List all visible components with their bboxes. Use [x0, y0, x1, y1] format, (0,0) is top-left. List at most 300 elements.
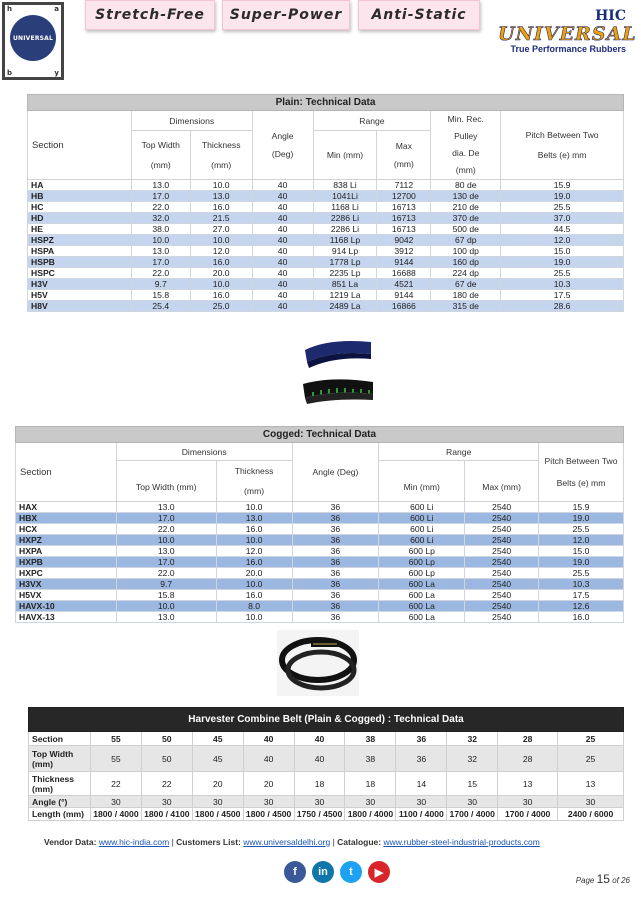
table-cell: 914 Lp	[313, 246, 377, 257]
harvester-belt-image	[277, 630, 359, 696]
logo-corner-text: y	[54, 69, 59, 77]
page-prefix: Page	[575, 876, 595, 885]
table-cell: 40	[252, 235, 313, 246]
vendor-label: Vendor Data:	[44, 837, 97, 847]
table-cell: 10.0	[216, 535, 292, 546]
table-cell: 40	[252, 202, 313, 213]
table-cell: 25	[558, 732, 624, 746]
table-cell: 16.0	[190, 257, 252, 268]
table-cell: 15	[447, 772, 498, 796]
row-label: Top Width (mm)	[29, 746, 91, 772]
table-cell: 44.5	[501, 224, 624, 235]
table-cell: 2235 Lp	[313, 268, 377, 279]
table-cell: 18	[294, 772, 345, 796]
youtube-icon[interactable]	[368, 861, 390, 883]
section-cell: HCX	[16, 524, 117, 535]
harvester-table-title: Harvester Combine Belt (Plain & Cogged) : Technical Data	[29, 708, 624, 732]
table-cell: 13.0	[116, 612, 216, 623]
table-cell: 25.5	[501, 202, 624, 213]
universal-logo	[2, 2, 64, 80]
section-cell: HXPZ	[16, 535, 117, 546]
table-cell: 2540	[465, 535, 539, 546]
col-header-section: Section	[16, 443, 117, 502]
section-cell: HC	[28, 202, 132, 213]
tab-label: Anti-Static	[371, 7, 467, 23]
cogged-table-title: Cogged: Technical Data	[16, 427, 624, 443]
table-cell: 12.0	[190, 246, 252, 257]
table-cell: 1168 Lp	[313, 235, 377, 246]
section-cell: H3V	[28, 279, 132, 290]
table-row	[28, 213, 624, 224]
icon-glyph: t	[349, 866, 353, 878]
table-cell: 8.0	[216, 601, 292, 612]
table-row	[29, 796, 624, 808]
table-cell: 2400 / 6000	[558, 808, 624, 821]
header-unit: (Deg)	[271, 149, 294, 159]
table-cell: 16688	[377, 268, 431, 279]
tab-stretch-free	[85, 0, 215, 30]
table-cell: 22.0	[131, 268, 190, 279]
header-text: dia. De	[452, 148, 480, 158]
table-cell: 9.7	[116, 579, 216, 590]
table-cell: 1100 / 4000	[396, 808, 447, 821]
table-row	[16, 513, 624, 524]
table-cell: 4521	[377, 279, 431, 290]
table-cell: 160 dp	[431, 257, 501, 268]
table-cell: 17.0	[116, 557, 216, 568]
section-cell: HAVX-13	[16, 612, 117, 623]
table-row	[16, 546, 624, 557]
table-cell: 13	[498, 772, 558, 796]
table-cell: 1800 / 4000	[90, 808, 141, 821]
table-cell: 30	[294, 796, 345, 808]
table-cell: 36	[292, 557, 379, 568]
header-text: Angle	[271, 131, 294, 141]
catalogue-link[interactable]: www.rubber-steel-industrial-products.com	[383, 837, 540, 847]
table-row	[29, 808, 624, 821]
separator: |	[332, 837, 335, 847]
table-cell: 15.0	[539, 546, 624, 557]
table-cell: 28.6	[501, 301, 624, 312]
facebook-icon[interactable]	[284, 861, 306, 883]
table-cell: 1219 La	[313, 290, 377, 301]
table-cell: 16.0	[216, 590, 292, 601]
table-cell: 2540	[465, 513, 539, 524]
table-cell: 224 dp	[431, 268, 501, 279]
logo-emblem	[10, 15, 56, 61]
section-cell: H5V	[28, 290, 132, 301]
table-cell: 7112	[377, 180, 431, 191]
table-row	[16, 568, 624, 579]
table-cell: 600 Li	[379, 513, 465, 524]
table-cell: 16866	[377, 301, 431, 312]
table-cell: 19.0	[501, 257, 624, 268]
col-header-angle	[252, 111, 313, 180]
section-cell: HSPA	[28, 246, 132, 257]
table-row	[28, 180, 624, 191]
table-cell: 36	[292, 546, 379, 557]
table-cell: 13.0	[116, 546, 216, 557]
table-cell: 1800 / 4000	[345, 808, 396, 821]
table-cell: 1778 Lp	[313, 257, 377, 268]
table-cell: 67 dp	[431, 235, 501, 246]
table-cell: 50	[141, 746, 192, 772]
row-label: Length (mm)	[29, 808, 91, 821]
table-cell: 600 Lp	[379, 557, 465, 568]
table-row	[29, 772, 624, 796]
col-header-dimensions: Dimensions	[116, 443, 292, 461]
table-cell: 25.5	[539, 524, 624, 535]
section-cell: HA	[28, 180, 132, 191]
harvester-technical-table	[28, 707, 624, 821]
table-cell: 15.9	[539, 502, 624, 513]
table-cell: 40	[252, 213, 313, 224]
header-text: Belts (e) mm	[537, 150, 587, 160]
table-cell: 16.0	[190, 290, 252, 301]
section-cell: HXPB	[16, 557, 117, 568]
table-cell: 36	[292, 590, 379, 601]
brand-name: UNIVERSAL	[498, 23, 637, 45]
header-text: Thickness	[201, 140, 241, 150]
table-cell: 600 Lp	[379, 568, 465, 579]
col-header-dimensions: Dimensions	[131, 111, 252, 131]
table-cell: 2540	[465, 579, 539, 590]
table-cell: 36	[292, 568, 379, 579]
table-cell: 10.0	[190, 279, 252, 290]
table-cell: 1800 / 4500	[192, 808, 243, 821]
table-cell: 18	[345, 772, 396, 796]
header-text: Thickness	[234, 466, 274, 476]
table-cell: 10.0	[116, 535, 216, 546]
table-cell: 10.0	[216, 502, 292, 513]
table-cell: 19.0	[539, 557, 624, 568]
header-unit: (mm)	[211, 160, 232, 170]
table-cell: 45	[192, 746, 243, 772]
table-cell: 36	[396, 746, 447, 772]
table-row	[28, 279, 624, 290]
catalogue-label: Catalogue:	[337, 837, 382, 847]
table-cell: 36	[292, 502, 379, 513]
header-unit: (mm)	[150, 160, 171, 170]
table-cell: 10.0	[190, 180, 252, 191]
header-text: Pitch Between Two	[525, 130, 599, 140]
table-cell: 40	[252, 224, 313, 235]
table-cell: 32.0	[131, 213, 190, 224]
table-cell: 32	[447, 746, 498, 772]
table-cell: 14	[396, 772, 447, 796]
table-cell: 67 de	[431, 279, 501, 290]
table-row	[29, 732, 624, 746]
table-cell: 17.0	[116, 513, 216, 524]
table-cell: 838 Li	[313, 180, 377, 191]
tab-label: Stretch-Free	[95, 7, 205, 23]
plain-belt-image	[299, 332, 377, 412]
col-header-section: Section	[28, 111, 132, 180]
logo-corner-text: h	[7, 5, 12, 13]
table-cell: 2540	[465, 502, 539, 513]
table-cell: 15.8	[116, 590, 216, 601]
footer-links	[44, 837, 540, 847]
table-cell: 22.0	[131, 202, 190, 213]
table-cell: 36	[292, 601, 379, 612]
page-number	[576, 872, 630, 886]
icon-glyph: f	[293, 866, 297, 878]
col-header-angle: Angle (Deg)	[292, 443, 379, 502]
table-cell: 1750 / 4500	[294, 808, 345, 821]
table-cell: 17.0	[131, 191, 190, 202]
table-cell: 2540	[465, 524, 539, 535]
table-cell: 21.5	[190, 213, 252, 224]
table-cell: 30	[345, 796, 396, 808]
table-cell: 16713	[377, 224, 431, 235]
table-cell: 25.0	[190, 301, 252, 312]
table-cell: 2286 Li	[313, 224, 377, 235]
table-cell: 210 de	[431, 202, 501, 213]
table-cell: 13.0	[216, 513, 292, 524]
section-cell: HXPC	[16, 568, 117, 579]
table-cell: 25.4	[131, 301, 190, 312]
table-row	[28, 235, 624, 246]
table-cell: 12.0	[501, 235, 624, 246]
table-cell: 16.0	[216, 557, 292, 568]
header-unit: (mm)	[455, 165, 476, 175]
vendor-link[interactable]: www.hic-india.com	[98, 837, 170, 847]
table-cell: 40	[243, 746, 294, 772]
header-text: Max	[395, 141, 412, 151]
table-cell: 16.0	[216, 524, 292, 535]
table-cell: 851 La	[313, 279, 377, 290]
table-cell: 2540	[465, 612, 539, 623]
table-cell: 38.0	[131, 224, 190, 235]
table-cell: 22.0	[116, 568, 216, 579]
table-cell: 600 La	[379, 579, 465, 590]
logo-corner-text: b	[7, 69, 13, 77]
table-cell: 180 de	[431, 290, 501, 301]
header-text: Min. Rec.	[447, 114, 484, 124]
table-cell: 13.0	[190, 191, 252, 202]
table-cell: 30	[90, 796, 141, 808]
table-cell: 2540	[465, 601, 539, 612]
col-header-range: Range	[313, 111, 431, 131]
table-cell: 13	[558, 772, 624, 796]
icon-glyph: in	[318, 866, 328, 878]
table-row	[28, 246, 624, 257]
tab-super-power	[222, 0, 350, 30]
table-cell: 20	[192, 772, 243, 796]
table-cell: 600 Li	[379, 535, 465, 546]
table-row	[29, 746, 624, 772]
table-row	[28, 268, 624, 279]
table-cell: 40	[252, 268, 313, 279]
table-cell: 10.0	[216, 579, 292, 590]
table-cell: 500 de	[431, 224, 501, 235]
table-cell: 10.0	[131, 235, 190, 246]
table-row	[16, 601, 624, 612]
table-cell: 30	[498, 796, 558, 808]
table-cell: 17.5	[539, 590, 624, 601]
customers-label: Customers List:	[176, 837, 241, 847]
table-cell: 15.8	[131, 290, 190, 301]
table-cell: 30	[558, 796, 624, 808]
table-cell: 19.0	[539, 513, 624, 524]
table-cell: 17.5	[501, 290, 624, 301]
twitter-icon[interactable]	[340, 861, 362, 883]
table-cell: 40	[252, 301, 313, 312]
row-label: Thickness (mm)	[29, 772, 91, 796]
section-cell: HD	[28, 213, 132, 224]
table-cell: 20.0	[190, 268, 252, 279]
table-cell: 12.0	[539, 535, 624, 546]
table-row	[28, 290, 624, 301]
header-text: Top Width	[141, 140, 180, 150]
table-cell: 30	[396, 796, 447, 808]
table-cell: 315 de	[431, 301, 501, 312]
table-row	[16, 524, 624, 535]
plain-technical-table	[27, 94, 624, 312]
table-cell: 1800 / 4500	[243, 808, 294, 821]
table-cell: 40	[252, 191, 313, 202]
table-row	[28, 224, 624, 235]
page-current: 15	[596, 872, 610, 886]
section-cell: HBX	[16, 513, 117, 524]
table-cell: 40	[243, 732, 294, 746]
table-row	[16, 590, 624, 601]
table-cell: 45	[192, 732, 243, 746]
section-cell: HB	[28, 191, 132, 202]
header-text: Pitch Between Two	[544, 456, 618, 466]
table-cell: 1700 / 4000	[498, 808, 558, 821]
table-cell: 36	[292, 612, 379, 623]
table-cell: 30	[243, 796, 294, 808]
header-unit: (mm)	[244, 486, 265, 496]
table-row	[28, 191, 624, 202]
section-cell: HAVX-10	[16, 601, 117, 612]
table-cell: 370 de	[431, 213, 501, 224]
table-cell: 1700 / 4000	[447, 808, 498, 821]
logo-text: UNIVERSAL	[12, 34, 54, 42]
col-header-pulley	[431, 111, 501, 180]
col-header-top-width	[131, 131, 190, 180]
social-icons	[284, 861, 390, 883]
table-row	[16, 535, 624, 546]
table-cell: 28	[498, 746, 558, 772]
table-cell: 50	[141, 732, 192, 746]
icon-glyph: ▶	[374, 866, 384, 879]
table-cell: 1168 Li	[313, 202, 377, 213]
table-row	[16, 502, 624, 513]
customers-link[interactable]: www.universaldelhi.org	[243, 837, 331, 847]
table-row	[28, 301, 624, 312]
tab-label: Super-Power	[229, 7, 343, 23]
table-cell: 9144	[377, 257, 431, 268]
header-text: Pulley	[454, 131, 478, 141]
linkedin-icon[interactable]	[312, 861, 334, 883]
col-header-top-width: Top Width (mm)	[116, 461, 216, 502]
table-cell: 600 La	[379, 590, 465, 601]
section-cell: HSPB	[28, 257, 132, 268]
col-header-range: Range	[379, 443, 539, 461]
table-cell: 9144	[377, 290, 431, 301]
table-cell: 25.5	[501, 268, 624, 279]
table-cell: 2540	[465, 568, 539, 579]
table-cell: 40	[294, 746, 345, 772]
table-cell: 16713	[377, 213, 431, 224]
table-cell: 600 Li	[379, 524, 465, 535]
table-cell: 2489 La	[313, 301, 377, 312]
section-cell: H8V	[28, 301, 132, 312]
section-cell: HSPC	[28, 268, 132, 279]
header-text: Belts (e) mm	[556, 478, 606, 488]
table-cell: 600 Lp	[379, 546, 465, 557]
col-header-min: Min (mm)	[313, 131, 377, 180]
table-cell: 10.3	[539, 579, 624, 590]
logo-corner-text: a	[54, 5, 59, 13]
table-cell: 22	[90, 772, 141, 796]
table-row	[28, 202, 624, 213]
table-cell: 2540	[465, 557, 539, 568]
table-row	[16, 612, 624, 623]
table-cell: 1041Li	[313, 191, 377, 202]
col-header-pitch	[501, 111, 624, 180]
table-cell: 25	[558, 746, 624, 772]
table-cell: 32	[447, 732, 498, 746]
col-header-max	[377, 131, 431, 180]
table-cell: 10.0	[216, 612, 292, 623]
brand-hic: HIC	[595, 8, 626, 24]
table-cell: 600 Li	[379, 502, 465, 513]
section-cell: HXPA	[16, 546, 117, 557]
table-cell: 36	[292, 535, 379, 546]
table-cell: 100 dp	[431, 246, 501, 257]
table-cell: 19.0	[501, 191, 624, 202]
table-cell: 17.0	[131, 257, 190, 268]
col-header-thickness	[190, 131, 252, 180]
table-cell: 2286 Li	[313, 213, 377, 224]
table-cell: 55	[90, 746, 141, 772]
table-row	[28, 257, 624, 268]
table-cell: 1800 / 4100	[141, 808, 192, 821]
table-cell: 40	[252, 246, 313, 257]
table-cell: 20.0	[216, 568, 292, 579]
table-cell: 40	[252, 279, 313, 290]
page-total: of 26	[612, 876, 630, 885]
table-cell: 9.7	[131, 279, 190, 290]
table-cell: 12.0	[216, 546, 292, 557]
table-cell: 37.0	[501, 213, 624, 224]
table-cell: 15.0	[501, 246, 624, 257]
col-header-min: Min (mm)	[379, 461, 465, 502]
table-cell: 600 La	[379, 601, 465, 612]
table-cell: 10.0	[190, 235, 252, 246]
cogged-technical-table	[15, 426, 624, 623]
table-cell: 40	[252, 290, 313, 301]
table-cell: 2540	[465, 546, 539, 557]
table-cell: 40	[294, 732, 345, 746]
table-cell: 36	[396, 732, 447, 746]
table-cell: 13.0	[131, 246, 190, 257]
table-cell: 2540	[465, 590, 539, 601]
table-cell: 13.0	[116, 502, 216, 513]
table-cell: 16.0	[190, 202, 252, 213]
col-header-pitch	[539, 443, 624, 502]
row-label: Angle (°)	[29, 796, 91, 808]
row-label: Section	[29, 732, 91, 746]
table-cell: 130 de	[431, 191, 501, 202]
tab-anti-static	[358, 0, 480, 30]
col-header-thickness	[216, 461, 292, 502]
table-cell: 600 La	[379, 612, 465, 623]
table-cell: 27.0	[190, 224, 252, 235]
